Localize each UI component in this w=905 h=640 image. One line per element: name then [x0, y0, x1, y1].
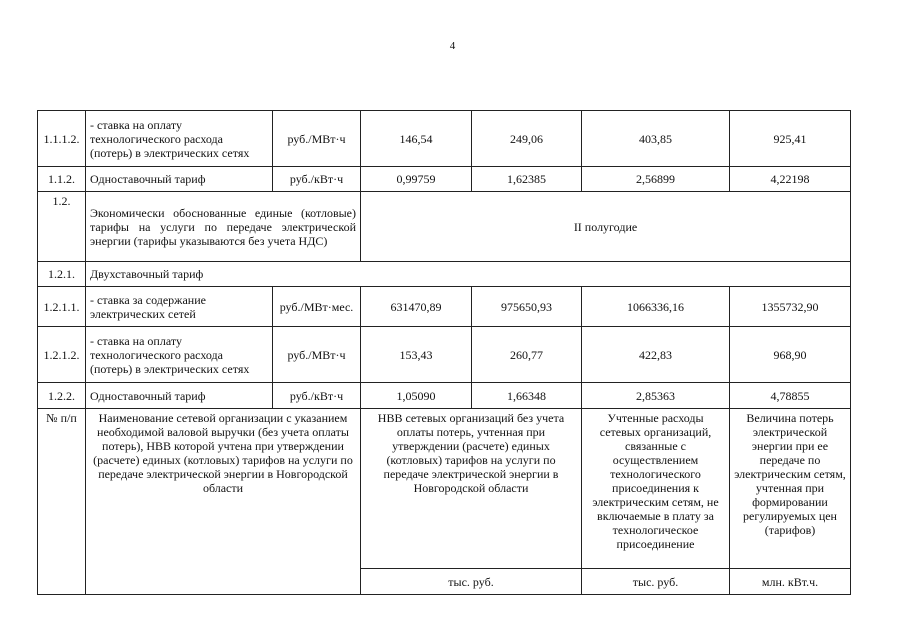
- row-unit: руб./кВт·ч: [273, 383, 361, 409]
- value-cell: 2,56899: [582, 167, 730, 192]
- row-unit: руб./МВт·мес.: [273, 287, 361, 327]
- row-name: - ставка за содержание электрических сетей: [86, 287, 273, 327]
- value-cell: 260,77: [472, 327, 582, 383]
- table-row: [38, 111, 851, 167]
- header-number: № п/п: [38, 409, 86, 595]
- header-nvv: НВВ сетевых организаций без учета оплаты потерь, учтенная при утверждении (расчете) единых (котловых) тарифов на услуги по передаче электрической энергии в Новгородской области: [361, 409, 582, 569]
- tariff-table: [37, 110, 851, 595]
- unit-losses: млн. кВт.ч.: [730, 569, 851, 595]
- table-row: [38, 383, 851, 409]
- header-row: [38, 409, 851, 569]
- table-row: [38, 167, 851, 192]
- value-cell: 1,66348: [472, 383, 582, 409]
- row-name: - ставка на оплату технологического расхода (потерь) в электрических сетях: [86, 327, 273, 383]
- value-cell: 4,78855: [730, 383, 851, 409]
- row-unit: руб./МВт·ч: [273, 111, 361, 167]
- header-org-name: Наименование сетевой организации с указанием необходимой валовой выручки (без учета оплаты потерь), НВВ которой учтена при утверждении (расчете) единых (котловых) тарифов на услуги по передаче электрической энергии в Новгородской области: [86, 409, 361, 595]
- table-row: [38, 287, 851, 327]
- value-cell: 1066336,16: [582, 287, 730, 327]
- row-unit: руб./МВт·ч: [273, 327, 361, 383]
- value-cell: 0,99759: [361, 167, 472, 192]
- row-name: Одноставочный тариф: [86, 167, 273, 192]
- row-name: - ставка на оплату технологического расхода (потерь) в электрических сетях: [86, 111, 273, 167]
- value-cell: 925,41: [730, 111, 851, 167]
- row-number: 1.1.2.: [38, 167, 86, 192]
- row-number: 1.2.: [38, 192, 86, 262]
- row-number: 1.2.2.: [38, 383, 86, 409]
- row-name: Экономически обоснованные единые (котловые) тарифы на услуги по передаче электрической энергии (тарифы указываются без учета НДС): [86, 192, 361, 262]
- value-cell: 1,62385: [472, 167, 582, 192]
- row-number: 1.2.1.1.: [38, 287, 86, 327]
- value-cell: 403,85: [582, 111, 730, 167]
- value-cell: 1355732,90: [730, 287, 851, 327]
- row-name: Одноставочный тариф: [86, 383, 273, 409]
- row-name: Двухставочный тариф: [86, 262, 851, 287]
- value-cell: 1,05090: [361, 383, 472, 409]
- value-cell: 146,54: [361, 111, 472, 167]
- table-row: [38, 192, 851, 262]
- value-cell: 249,06: [472, 111, 582, 167]
- header-losses: Величина потерь электрической энергии при ее передаче по электрическим сетям, учтенная при формировании регулируемых цен (тарифов): [730, 409, 851, 569]
- table-row: [38, 327, 851, 383]
- value-cell: 4,22198: [730, 167, 851, 192]
- unit-nvv: тыс. руб.: [361, 569, 582, 595]
- value-cell: 153,43: [361, 327, 472, 383]
- row-number: 1.2.1.: [38, 262, 86, 287]
- value-cell: 975650,93: [472, 287, 582, 327]
- value-cell: 2,85363: [582, 383, 730, 409]
- value-cell: 968,90: [730, 327, 851, 383]
- period-label: II полугодие: [361, 192, 851, 262]
- header-costs: Учтенные расходы сетевых организаций, связанные с осуществлением технологического присоединения к электрическим сетям, не включаемые в плату за технологическое присоединение: [582, 409, 730, 569]
- table-row: [38, 262, 851, 287]
- row-number: 1.1.1.2.: [38, 111, 86, 167]
- value-cell: 422,83: [582, 327, 730, 383]
- unit-costs: тыс. руб.: [582, 569, 730, 595]
- page-number: 4: [449, 40, 456, 52]
- value-cell: 631470,89: [361, 287, 472, 327]
- row-number: 1.2.1.2.: [38, 327, 86, 383]
- row-unit: руб./кВт·ч: [273, 167, 361, 192]
